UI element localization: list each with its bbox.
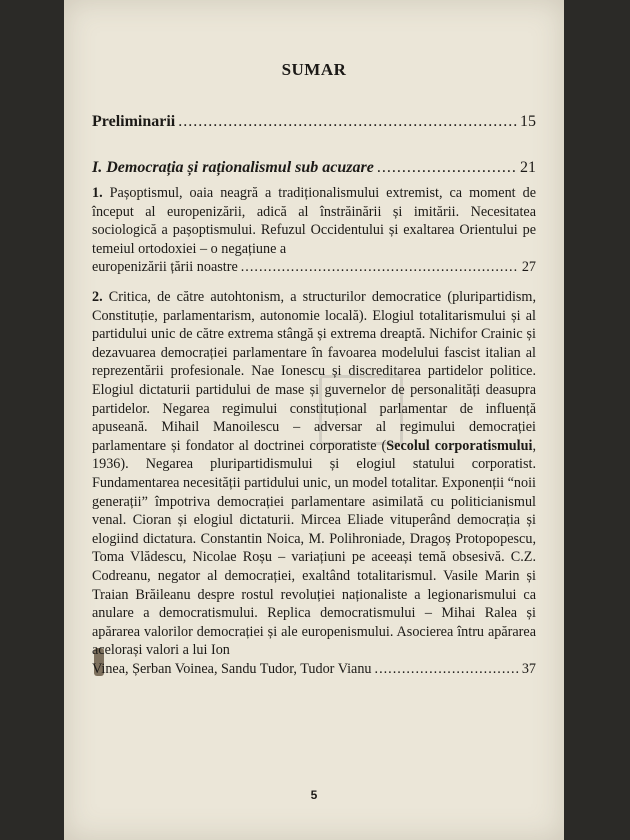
toc-section-2 (92, 288, 536, 678)
book-title: Secolul corporatismului (386, 437, 533, 454)
section-page: 37 (521, 660, 536, 677)
section-last-line (92, 258, 536, 277)
toc-entry-preliminarii (92, 113, 536, 131)
section-text: Pașoptismul, oaia neagră a tradiționalismului extremist, ca moment de început al europenizării, adică al înstrăinării și imitării. Necesitatea sociologică a pașoptismului. Refuzul Occidentului și exaltarea Orientului pe temeiul ortodoxiei – o negațiune a (92, 185, 536, 257)
toc-entry-page: 15 (520, 113, 536, 130)
section-last-line (92, 660, 536, 679)
toc-entry-label: Preliminarii (92, 113, 176, 130)
leader-dots (241, 258, 519, 277)
toc-entry-label: I. Democrația și raționalismul sub acuzare (92, 159, 374, 176)
section-last-text: europenizării țării noastre (92, 259, 238, 276)
toc-entry-chapter-1 (92, 159, 536, 177)
toc-entry-page: 21 (520, 159, 536, 176)
section-page: 27 (521, 259, 536, 276)
section-number: 2. (92, 289, 103, 305)
page-title: SUMAR (281, 60, 347, 79)
toc-section-1 (92, 184, 536, 277)
section-last-text: Vinea, Șerban Voinea, Sandu Tudor, Tudor Vianu (92, 660, 372, 677)
leader-dots (377, 159, 517, 177)
section-text-cont: , 1936). Negarea pluripartidismului și elogiul statului corporatist. Fundamentarea necesității partidului unic, un model totalitar. Exponenții “noii generații” împotriva democrației parlamentare asimilată cu politicianismul venal. Cioran și elogiul dictaturii. Mircea Eliade vituperând democrația și elogiind dictatura. Constantin Noica, M. Polihroniade, Dragoș Protopopescu, Toma Vlădescu, Nicolae Roșu – variațiuni pe aceeași temă obsesivă. C.Z. Codreanu, negator al democrației, exaltând totalitarismul. Vasile Marin și Traian Brăileanu despre rostul revoluției naționaliste a legionarismului ca anulare a democratismului. Replica democratismului – Mihai Ralea și apărarea valorilor democrației și ale europenismului. Asocierea întru apărarea acelorași valori a lui Ion (92, 437, 536, 659)
leader-dots (375, 660, 519, 679)
leader-dots (178, 113, 517, 131)
section-number: 1. (92, 185, 103, 201)
section-text: Critica, de către autohtonism, a structurilor democratice (pluripartidism, Constituție, parlamentarism, autonomie locală). Elogiul totalitarismului și al partidului unic de către extrema stângă și extrema dreaptă. Nichifor Crainic și dezavuarea democrației parlamentare în favoarea modelului fascist italian al reprezentării profesionale. Nae Ionescu și discreditarea partidelor politice. Elogiul dictaturii partidului de mase și guvernelor de personalități deasupra partidelor. Negarea regimului constituțional parlamentar de influență apuseană. Mihail Manoilescu – adversar al regimului democrației parlamentare și fondator al doctrinei corporatiste ( (92, 289, 536, 454)
page-number: 5 (310, 788, 318, 802)
book-page (64, 0, 564, 840)
